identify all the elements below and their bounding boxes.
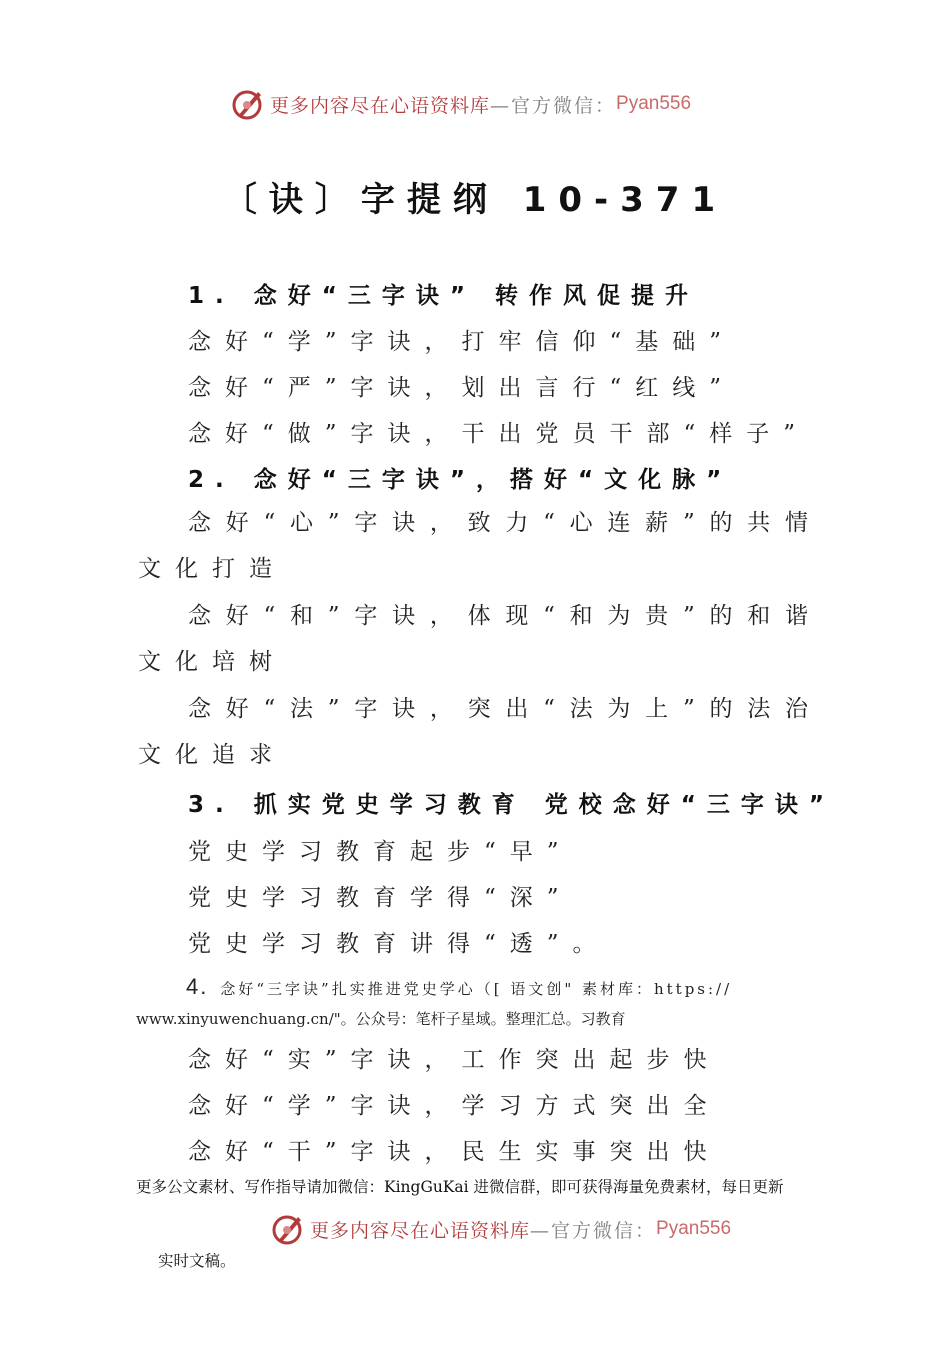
section-2-paragraph: 念好“和”字诀，体现“和为贵”的和谐文化培树 <box>138 603 822 675</box>
section-4-line: 念好“干”字诀，民生实事突出快 <box>188 1139 721 1165</box>
section-3-line: 党史学习教育讲得“透”。 <box>188 931 610 957</box>
brush-logo-icon <box>230 86 266 122</box>
banner-gray-text: —官方微信： <box>530 1219 657 1242</box>
section-3-line: 党史学习教育起步“早” <box>188 839 573 865</box>
section-2-paragraph: 念好“心”字诀，致力“心连薪”的共情文化打造 <box>138 510 822 582</box>
brush-logo-icon <box>270 1211 306 1247</box>
section-3-line: 党史学习教育学得“深” <box>188 885 573 911</box>
section-2-paragraph: 念好“法”字诀，突出“法为上”的法治文化追求 <box>138 696 822 768</box>
section-3-heading: 3. 抓实党史学习教育 党校念好“三字诀” <box>188 792 835 818</box>
section-4-line: 念好“学”字诀，学习方式突出全 <box>188 1093 721 1119</box>
section-4-number: 4. <box>186 974 209 999</box>
footer-note: 更多公文素材、写作指导请加微信：KingGuKai 进微信群，即可获得海量免费素材，每日更新 <box>136 1178 784 1196</box>
section-2-heading: 2. 念好“三字诀”，搭好“文化脉” <box>188 467 733 493</box>
section-1-line: 念好“严”字诀，划出言行“红线” <box>188 375 736 401</box>
section-4-heading <box>136 972 826 1034</box>
footer-note-end: 实时文稿。 <box>158 1252 236 1270</box>
banner-gray-text: —官方微信： <box>490 94 617 117</box>
section-4-line2: www.xinyuwenchuang.cn/"。公众号：笔杆子星域。整理汇总。习教育 <box>136 1010 626 1028</box>
section-4-line: 念好“实”字诀，工作突出起步快 <box>188 1047 721 1073</box>
watermark-banner-bottom <box>270 1211 731 1247</box>
banner-red-text: 更多内容尽在心语资料库 <box>310 1219 531 1242</box>
banner-brand: Pyan556 <box>616 93 692 114</box>
section-4-line1: 念好“三字诀”扎实推进党史学心（[ 语文创" 素材库：https:// <box>220 980 733 998</box>
section-1-line: 念好“做”字诀，干出党员干部“样子” <box>188 421 810 447</box>
banner-brand: Pyan556 <box>656 1218 732 1239</box>
section-1-line: 念好“学”字诀，打牢信仰“基础” <box>188 329 736 355</box>
section-1-heading: 1. 念好“三字诀” 转作风促提升 <box>188 283 699 309</box>
page-title: 〔诀〕字提纲 10-371 <box>222 180 728 220</box>
banner-red-text: 更多内容尽在心语资料库 <box>270 94 491 117</box>
watermark-banner-top <box>230 86 691 122</box>
